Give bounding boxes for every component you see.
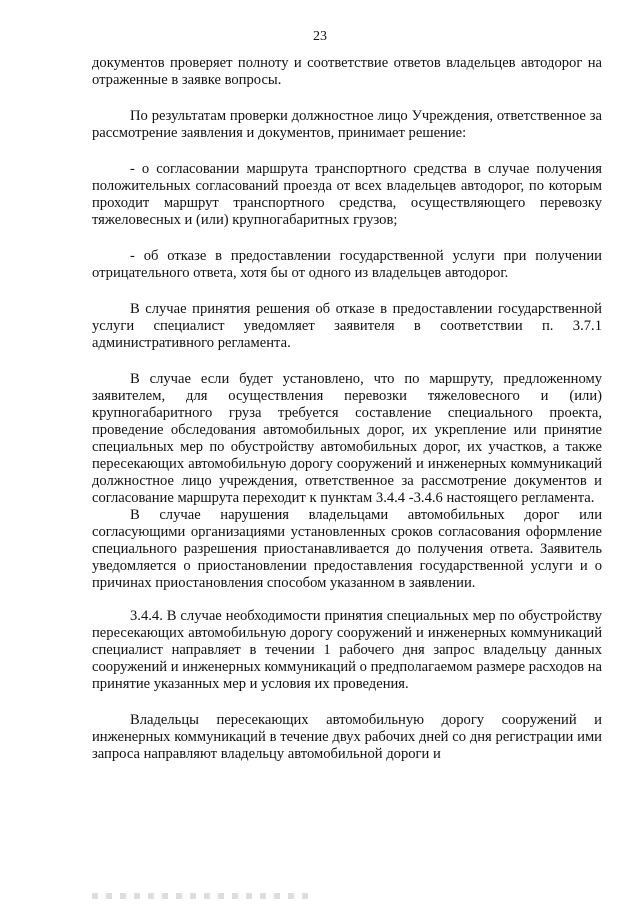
paragraph-verification-result: По результатам проверки должностное лицо Учреждения, ответственное за рассмотрение заявления и документов, принимает решение: — [92, 108, 602, 141]
paragraph-owners-response: Владельцы пересекающих автомобильную дорогу сооружений и инженерных коммуникаций в течение двух рабочих дней со дня регистрации ими запроса направляют владельцу автомобильной дороги и — [92, 712, 602, 762]
paragraph-refusal-notice: В случае принятия решения об отказе в предоставлении государственной услуги специалист уведомляет заявителя в соответствии п. 3.7.1 административного регламента. — [92, 301, 602, 351]
paragraph-special-measures: В случае если будет установлено, что по маршруту, предложенному заявителем, для осуществления перевозки тяжеловесного и (или) крупногабаритного груза требуется составление специального проекта, проведение обследования автомобильных дорог, их укрепление или принятие специальных мер по обустройству автомобильных дорог, их участков, а также пересекающих автомобильную дорогу сооружений и инженерных коммуникаций должностное лицо учреждения, ответственное за рассмотрение документов и согласование маршрута переходит к пунктам 3.4.4 -3.4.6 настоящего регламента. — [92, 371, 602, 506]
paragraph-deadline-violation: В случае нарушения владельцами автомобильных дорог или согласующими организациями установленных сроков согласования оформление специального разрешения приостанавливается до получения ответа. Заявитель уведомляется о приостановлении предоставления государственной услуги и о причинах приостановления способом указанном в заявлении. — [92, 507, 602, 591]
page-number: 23 — [313, 29, 327, 44]
footer-scan-artifact — [92, 893, 312, 899]
paragraph-approval-option: - о согласовании маршрута транспортного средства в случае получения положительных согласований проезда от всех владельцев автодорог, по которым проходит маршрут транспортного средства, осуществляющего перевозку тяжеловесных и (или) крупногабаритных грузов; — [92, 161, 602, 228]
paragraph-refusal-option: - об отказе в предоставлении государственной услуги при получении отрицательного ответа, хотя бы от одного из владельцев автодорог. — [92, 248, 602, 281]
document-body — [92, 55, 602, 763]
paragraph-section-3-4-4: 3.4.4. В случае необходимости принятия специальных мер по обустройству пересекающих автомобильную дорогу сооружений и инженерных коммуникаций специалист направляет в течении 1 рабочего дня запрос владельцу данных сооружений и инженерных коммуникаций о предполагаемом размере расходов на принятие указанных мер и условия их проведения. — [92, 608, 602, 692]
paragraph-continuation: документов проверяет полноту и соответствие ответов владельцев автодорог на отраженные в заявке вопросы. — [92, 55, 602, 88]
